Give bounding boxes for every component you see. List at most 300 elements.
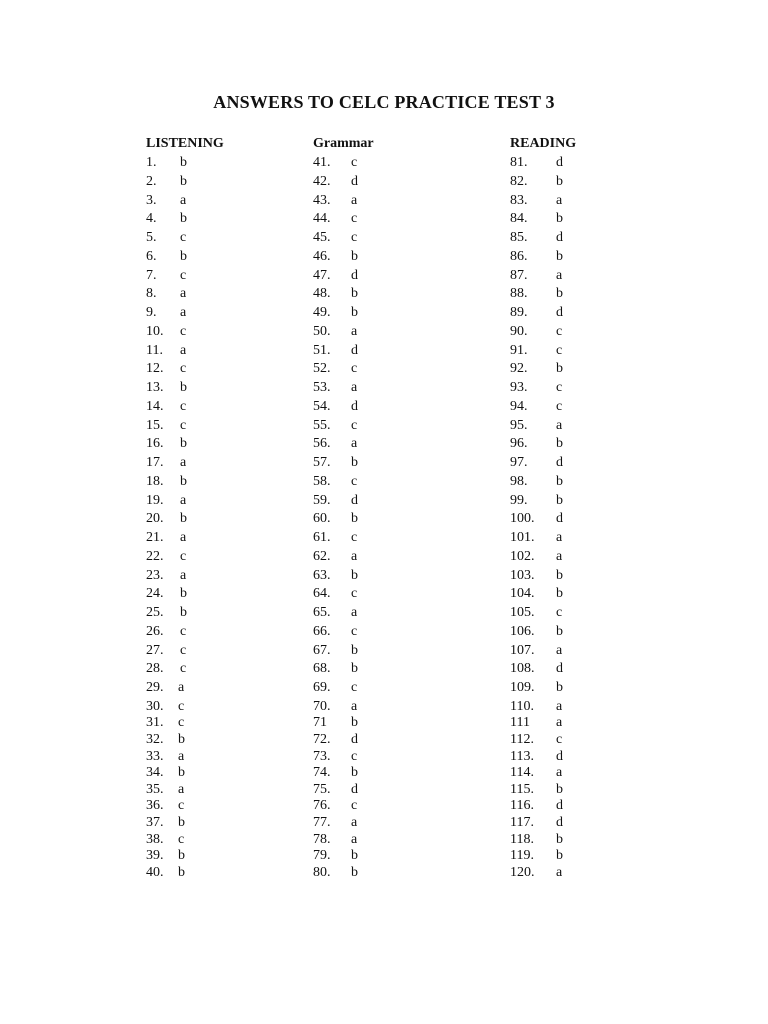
question-number: 91. bbox=[510, 342, 528, 358]
question-number: 95. bbox=[510, 417, 528, 433]
answer-row bbox=[146, 305, 187, 321]
answer-row bbox=[510, 661, 563, 677]
answer-letter: c bbox=[351, 530, 358, 545]
answer-row bbox=[146, 417, 187, 434]
question-number: 90. bbox=[510, 323, 528, 339]
answer-row bbox=[313, 715, 358, 731]
question-number: 106. bbox=[510, 623, 535, 639]
answer-letter: b bbox=[178, 731, 185, 747]
answer-letter: a bbox=[178, 680, 185, 695]
answer-letter: b bbox=[351, 715, 358, 731]
question-number: 57. bbox=[313, 455, 331, 470]
column-heading-grammar: Grammar bbox=[313, 136, 374, 151]
question-number: 73. bbox=[313, 748, 331, 764]
question-number: 5. bbox=[146, 230, 157, 245]
answer-letter: b bbox=[180, 155, 187, 170]
question-number: 65. bbox=[313, 605, 331, 620]
answer-row bbox=[313, 864, 358, 881]
answer-letter: c bbox=[180, 417, 187, 433]
question-number: 49. bbox=[313, 305, 331, 320]
question-number: 47. bbox=[313, 267, 331, 283]
question-number: 107. bbox=[510, 642, 535, 658]
answer-row bbox=[313, 455, 358, 471]
answer-row bbox=[313, 248, 358, 265]
answer-row bbox=[510, 781, 563, 798]
answer-row bbox=[146, 814, 185, 831]
answer-letter: c bbox=[351, 211, 358, 227]
answer-row bbox=[146, 511, 187, 527]
question-number: 44. bbox=[313, 211, 331, 227]
question-number: 8. bbox=[146, 286, 157, 302]
answer-letter: b bbox=[351, 286, 358, 302]
question-number: 11. bbox=[146, 342, 163, 358]
question-number: 85. bbox=[510, 230, 528, 245]
answer-letter: a bbox=[351, 831, 358, 847]
answer-letter: c bbox=[178, 698, 185, 714]
answer-row bbox=[313, 192, 358, 209]
answer-row bbox=[510, 436, 563, 452]
question-number: 18. bbox=[146, 473, 164, 489]
answer-letter: c bbox=[180, 323, 187, 339]
question-number: 39. bbox=[146, 848, 164, 864]
question-number: 84. bbox=[510, 211, 528, 227]
question-number: 45. bbox=[313, 230, 331, 245]
question-number: 37. bbox=[146, 814, 164, 830]
answer-row bbox=[146, 342, 187, 359]
answer-row bbox=[510, 548, 563, 565]
question-number: 105. bbox=[510, 605, 535, 620]
answer-letter: a bbox=[180, 305, 187, 320]
question-number: 33. bbox=[146, 748, 164, 764]
answer-row bbox=[146, 848, 185, 864]
answer-row bbox=[313, 623, 358, 640]
answer-row bbox=[313, 798, 358, 814]
answer-row bbox=[146, 361, 187, 377]
answer-row bbox=[146, 530, 187, 546]
answer-letter: b bbox=[556, 436, 563, 452]
answer-letter: a bbox=[556, 765, 563, 781]
answer-letter: b bbox=[178, 864, 185, 880]
answer-letter: d bbox=[556, 748, 563, 764]
answer-letter: b bbox=[351, 864, 358, 880]
question-number: 20. bbox=[146, 511, 164, 527]
answer-letter: a bbox=[180, 567, 187, 583]
answer-letter: c bbox=[351, 473, 358, 489]
answer-letter: d bbox=[351, 267, 358, 283]
answer-letter: b bbox=[556, 492, 563, 508]
answer-letter: a bbox=[180, 530, 187, 545]
answer-row bbox=[510, 492, 563, 509]
answer-letter: a bbox=[180, 492, 187, 508]
answer-row bbox=[510, 380, 563, 396]
question-number: 78. bbox=[313, 831, 331, 847]
question-number: 113. bbox=[510, 748, 534, 764]
answer-letter: b bbox=[178, 765, 185, 781]
question-number: 26. bbox=[146, 623, 164, 639]
answer-letter: c bbox=[180, 398, 187, 414]
question-number: 52. bbox=[313, 361, 331, 377]
answer-letter: b bbox=[180, 473, 187, 489]
answer-letter: a bbox=[180, 342, 187, 358]
answer-letter: c bbox=[351, 680, 358, 695]
answer-row bbox=[146, 436, 187, 452]
answer-row bbox=[510, 680, 563, 696]
answer-row bbox=[146, 605, 187, 621]
answer-row bbox=[313, 548, 358, 565]
answer-letter: a bbox=[180, 192, 187, 208]
question-number: 58. bbox=[313, 473, 331, 489]
answer-letter: b bbox=[351, 305, 358, 320]
question-number: 38. bbox=[146, 831, 164, 847]
answer-letter: a bbox=[180, 455, 187, 470]
answer-row bbox=[510, 417, 563, 434]
answer-row bbox=[313, 680, 358, 696]
answer-row bbox=[146, 864, 185, 881]
answer-row bbox=[146, 765, 185, 781]
answer-letter: d bbox=[556, 814, 563, 830]
question-number: 96. bbox=[510, 436, 528, 452]
answer-letter: b bbox=[351, 642, 358, 658]
answer-letter: a bbox=[351, 192, 358, 208]
answer-row bbox=[510, 267, 563, 284]
answer-row bbox=[510, 715, 563, 731]
answer-row bbox=[510, 248, 563, 265]
question-number: 41. bbox=[313, 155, 331, 170]
answer-row bbox=[146, 680, 185, 696]
answer-letter: c bbox=[180, 623, 187, 639]
answer-row bbox=[146, 781, 185, 798]
answer-row bbox=[146, 323, 187, 340]
answer-letter: c bbox=[351, 230, 358, 245]
question-number: 3. bbox=[146, 192, 157, 208]
answer-letter: b bbox=[556, 286, 563, 302]
answer-row bbox=[510, 864, 563, 881]
question-number: 36. bbox=[146, 798, 164, 814]
answer-row bbox=[313, 211, 358, 227]
question-number: 15. bbox=[146, 417, 164, 433]
question-number: 13. bbox=[146, 380, 164, 395]
question-number: 53. bbox=[313, 380, 331, 395]
answer-letter: c bbox=[351, 623, 358, 639]
answer-row bbox=[146, 642, 187, 659]
answer-row bbox=[313, 661, 358, 677]
question-number: 42. bbox=[313, 173, 331, 189]
question-number: 21. bbox=[146, 530, 164, 545]
answer-letter: b bbox=[351, 248, 358, 264]
answer-letter: a bbox=[556, 642, 563, 658]
question-number: 97. bbox=[510, 455, 528, 470]
question-number: 30. bbox=[146, 698, 164, 714]
answer-row bbox=[510, 642, 563, 659]
question-number: 118. bbox=[510, 831, 534, 847]
answer-row bbox=[510, 831, 563, 848]
question-number: 112. bbox=[510, 731, 534, 747]
question-number: 102. bbox=[510, 548, 535, 564]
answer-row bbox=[146, 548, 187, 565]
answer-letter: b bbox=[351, 661, 358, 677]
answer-row bbox=[510, 605, 563, 621]
question-number: 115. bbox=[510, 781, 534, 797]
answer-row bbox=[313, 511, 358, 527]
question-number: 72. bbox=[313, 731, 331, 747]
answer-row bbox=[146, 398, 187, 415]
answer-row bbox=[146, 211, 187, 227]
answer-row bbox=[510, 455, 563, 471]
question-number: 23. bbox=[146, 567, 164, 583]
answer-letter: d bbox=[351, 492, 358, 508]
answer-row bbox=[313, 305, 358, 321]
answer-letter: b bbox=[556, 586, 563, 602]
answer-letter: c bbox=[556, 323, 563, 339]
answer-row bbox=[510, 698, 563, 715]
answer-letter: b bbox=[556, 361, 563, 377]
column-heading-reading: READING bbox=[510, 136, 577, 151]
answer-letter: b bbox=[556, 623, 563, 639]
listening-column bbox=[146, 135, 224, 880]
answer-letter: b bbox=[178, 814, 185, 830]
column-heading-listening: LISTENING bbox=[146, 136, 224, 151]
question-number: 4. bbox=[146, 211, 157, 227]
answer-letter: c bbox=[351, 748, 358, 764]
answer-letter: a bbox=[178, 748, 185, 764]
answer-row bbox=[313, 230, 358, 246]
answer-row bbox=[313, 380, 358, 396]
answer-letter: c bbox=[178, 715, 185, 731]
question-number: 22. bbox=[146, 548, 164, 564]
answer-letter: c bbox=[178, 831, 185, 847]
answer-row bbox=[313, 398, 358, 415]
answer-letter: a bbox=[180, 286, 187, 302]
answer-letter: c bbox=[556, 605, 563, 620]
answer-letter: b bbox=[180, 173, 187, 189]
answer-row bbox=[146, 748, 185, 765]
answer-letter: a bbox=[556, 548, 563, 564]
answer-letter: c bbox=[351, 155, 358, 170]
question-number: 54. bbox=[313, 398, 331, 414]
question-number: 40. bbox=[146, 864, 164, 880]
answer-letter: a bbox=[351, 380, 358, 395]
question-number: 1. bbox=[146, 155, 157, 170]
question-number: 116. bbox=[510, 798, 534, 814]
question-number: 111 bbox=[510, 715, 530, 731]
answer-letter: b bbox=[556, 173, 563, 189]
question-number: 117. bbox=[510, 814, 534, 830]
answer-letter: b bbox=[556, 680, 563, 695]
answer-letter: c bbox=[180, 361, 187, 377]
answer-row bbox=[146, 586, 187, 602]
answer-letter: a bbox=[556, 698, 563, 714]
answer-row bbox=[510, 765, 563, 781]
answer-row bbox=[313, 286, 358, 302]
answer-row bbox=[146, 380, 187, 396]
answer-letter: d bbox=[556, 305, 563, 320]
answer-row bbox=[510, 155, 563, 171]
answer-row bbox=[313, 436, 358, 452]
question-number: 110. bbox=[510, 698, 534, 714]
answer-letter: b bbox=[180, 211, 187, 227]
answer-letter: b bbox=[180, 605, 187, 620]
question-number: 88. bbox=[510, 286, 528, 302]
answer-letter: b bbox=[556, 248, 563, 264]
answer-row bbox=[510, 305, 563, 321]
question-number: 81. bbox=[510, 155, 528, 170]
answer-letter: c bbox=[178, 798, 185, 814]
question-number: 68. bbox=[313, 661, 331, 677]
answer-letter: d bbox=[556, 798, 563, 814]
answer-row bbox=[146, 831, 185, 848]
answer-letter: c bbox=[180, 267, 187, 283]
answer-letter: a bbox=[556, 530, 563, 545]
answer-row bbox=[510, 530, 563, 546]
answer-letter: b bbox=[556, 567, 563, 583]
answer-row bbox=[146, 473, 187, 490]
answer-row bbox=[313, 492, 358, 509]
answer-row bbox=[510, 798, 563, 814]
question-number: 108. bbox=[510, 661, 535, 677]
answer-letter: d bbox=[556, 455, 563, 470]
question-number: 86. bbox=[510, 248, 528, 264]
question-number: 50. bbox=[313, 323, 331, 339]
answer-row bbox=[313, 781, 358, 798]
answer-letter: a bbox=[556, 192, 563, 208]
question-number: 93. bbox=[510, 380, 528, 395]
answer-letter: a bbox=[556, 417, 563, 433]
grammar-column bbox=[313, 135, 374, 880]
answer-letter: d bbox=[351, 781, 358, 797]
answer-letter: b bbox=[180, 380, 187, 395]
question-number: 64. bbox=[313, 586, 331, 602]
question-number: 59. bbox=[313, 492, 331, 508]
answer-row bbox=[313, 323, 358, 340]
answer-row bbox=[510, 731, 563, 748]
answer-row bbox=[510, 748, 563, 765]
question-number: 92. bbox=[510, 361, 528, 377]
answer-letter: a bbox=[556, 715, 563, 731]
answer-letter: d bbox=[556, 230, 563, 245]
question-number: 71 bbox=[313, 715, 327, 731]
answer-row bbox=[510, 586, 563, 602]
answer-row bbox=[146, 731, 185, 748]
question-number: 19. bbox=[146, 492, 164, 508]
answer-letter: c bbox=[180, 230, 187, 245]
answer-letter: c bbox=[351, 798, 358, 814]
question-number: 94. bbox=[510, 398, 528, 414]
answer-row bbox=[313, 473, 358, 490]
answer-row bbox=[313, 530, 358, 546]
answer-row bbox=[313, 748, 358, 765]
answer-row bbox=[510, 342, 563, 359]
question-number: 82. bbox=[510, 173, 528, 189]
answer-row bbox=[146, 230, 187, 246]
answer-letter: c bbox=[556, 342, 563, 358]
answer-row bbox=[313, 814, 358, 831]
answer-row bbox=[313, 173, 358, 190]
answer-row bbox=[146, 173, 187, 190]
question-number: 12. bbox=[146, 361, 164, 377]
question-number: 7. bbox=[146, 267, 157, 283]
question-number: 31. bbox=[146, 715, 164, 731]
question-number: 48. bbox=[313, 286, 331, 302]
answer-row bbox=[510, 192, 563, 209]
question-number: 24. bbox=[146, 586, 164, 602]
answer-row bbox=[146, 192, 187, 209]
answer-row bbox=[313, 831, 358, 848]
answer-row bbox=[146, 492, 187, 509]
answer-letter: d bbox=[351, 342, 358, 358]
answer-letter: b bbox=[180, 248, 187, 264]
question-number: 60. bbox=[313, 511, 331, 527]
answer-row bbox=[510, 473, 563, 490]
answer-letter: c bbox=[351, 417, 358, 433]
answer-row bbox=[510, 567, 563, 584]
answer-letter: d bbox=[556, 511, 563, 527]
answer-row bbox=[313, 342, 358, 359]
answer-letter: b bbox=[556, 848, 563, 864]
question-number: 87. bbox=[510, 267, 528, 283]
answer-row bbox=[313, 361, 358, 377]
answer-row bbox=[313, 155, 358, 171]
answer-row bbox=[146, 286, 187, 302]
question-number: 6. bbox=[146, 248, 157, 264]
answer-row bbox=[313, 567, 358, 584]
answer-letter: b bbox=[351, 455, 358, 470]
answer-row bbox=[313, 848, 358, 864]
reading-column bbox=[510, 135, 577, 880]
question-number: 63. bbox=[313, 567, 331, 583]
answer-row bbox=[146, 715, 185, 731]
question-number: 103. bbox=[510, 567, 535, 583]
answer-row bbox=[146, 567, 187, 584]
question-number: 75. bbox=[313, 781, 331, 797]
answer-row bbox=[510, 286, 563, 302]
question-number: 109. bbox=[510, 680, 535, 695]
question-number: 100. bbox=[510, 511, 535, 527]
answer-letter: d bbox=[351, 398, 358, 414]
question-number: 62. bbox=[313, 548, 331, 564]
answer-row bbox=[146, 623, 187, 640]
answer-row bbox=[510, 323, 563, 340]
question-number: 10. bbox=[146, 323, 164, 339]
answer-row bbox=[146, 267, 187, 284]
answer-row bbox=[510, 361, 563, 377]
question-number: 61. bbox=[313, 530, 331, 545]
answer-letter: b bbox=[556, 473, 563, 489]
answer-row bbox=[313, 731, 358, 748]
answer-letter: b bbox=[178, 848, 185, 864]
question-number: 74. bbox=[313, 765, 331, 781]
question-number: 32. bbox=[146, 731, 164, 747]
question-number: 28. bbox=[146, 661, 164, 677]
answer-row bbox=[313, 586, 358, 602]
question-number: 51. bbox=[313, 342, 331, 358]
answer-row bbox=[146, 248, 187, 265]
answer-letter: c bbox=[180, 661, 187, 677]
answer-letter: d bbox=[351, 731, 358, 747]
question-number: 119. bbox=[510, 848, 534, 864]
question-number: 43. bbox=[313, 192, 331, 208]
answer-letter: d bbox=[556, 661, 563, 677]
question-number: 79. bbox=[313, 848, 331, 864]
question-number: 55. bbox=[313, 417, 331, 433]
answer-letter: c bbox=[351, 361, 358, 377]
answer-row bbox=[510, 173, 563, 190]
question-number: 16. bbox=[146, 436, 164, 452]
answer-letter: c bbox=[556, 380, 563, 395]
answer-letter: d bbox=[556, 155, 563, 170]
answer-letter: b bbox=[351, 765, 358, 781]
answer-letter: a bbox=[556, 864, 563, 880]
question-number: 34. bbox=[146, 765, 164, 781]
